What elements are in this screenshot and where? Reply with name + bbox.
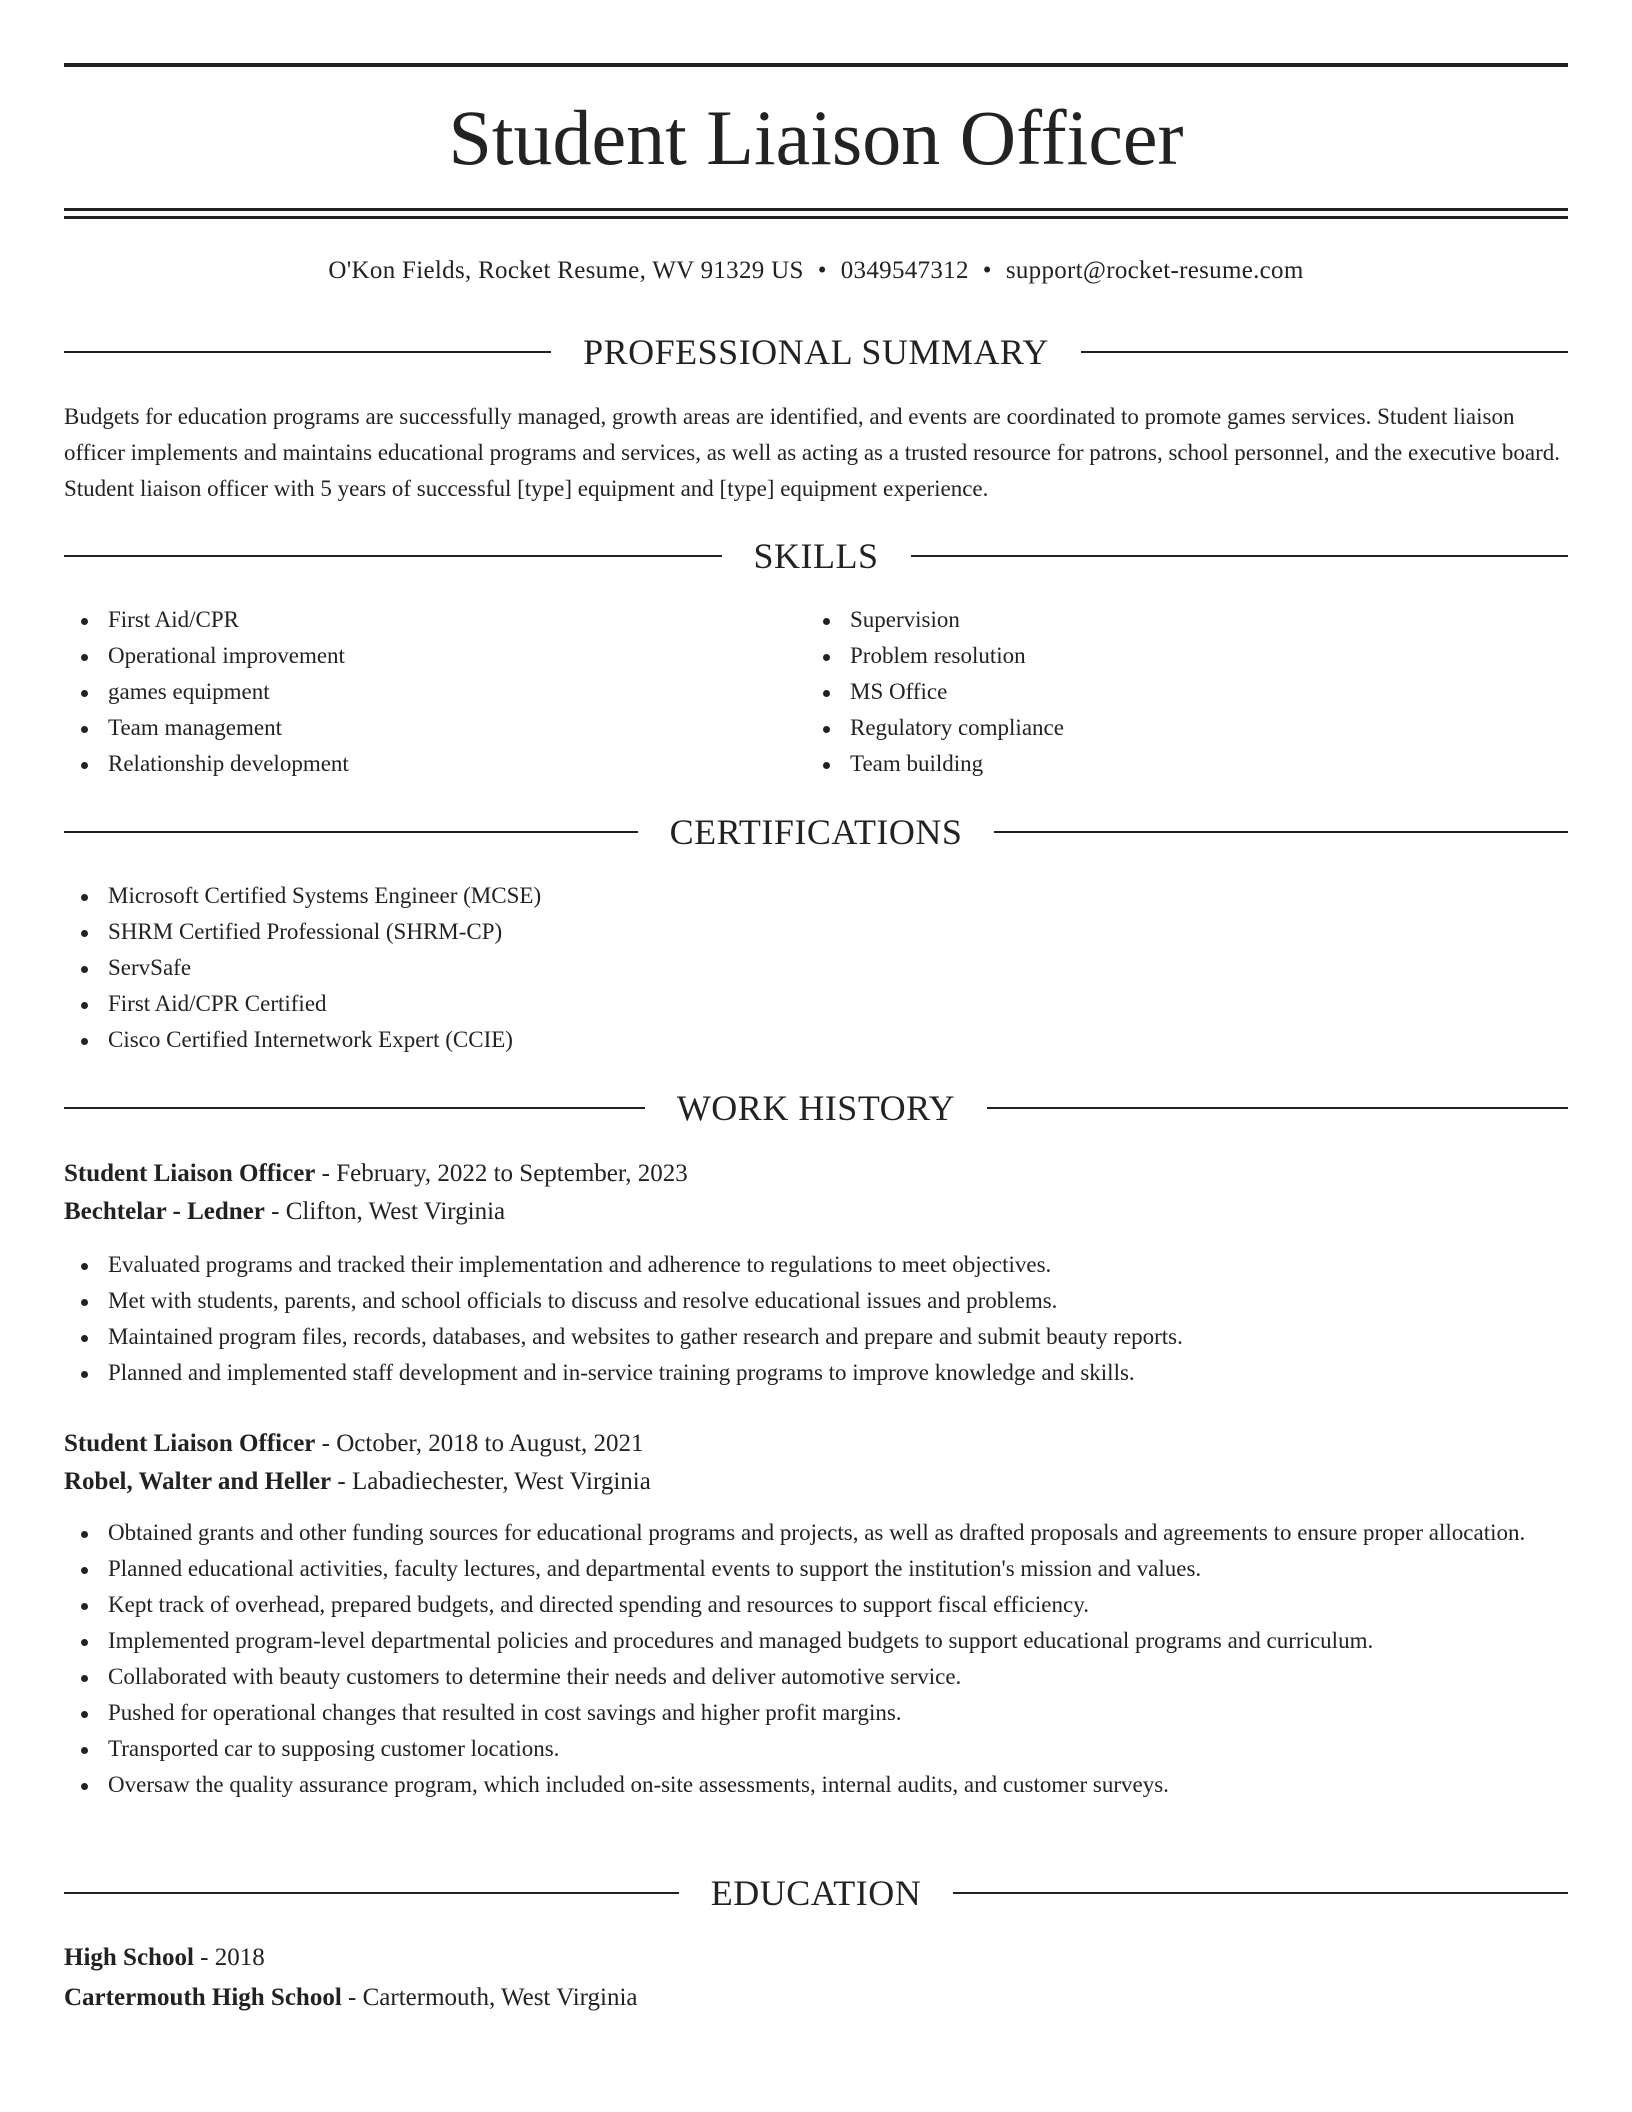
certification-item: Cisco Certified Internetwork Expert (CCIE) (64, 1022, 1568, 1058)
job-entry (64, 1155, 1568, 1391)
contact-phone: 0349547312 (840, 257, 969, 284)
job-bullet: Evaluated programs and tracked their implementation and adherence to regulations to meet objectives. (64, 1247, 1568, 1283)
job-bullet: Met with students, parents, and school officials to discuss and resolve educational issues and problems. (64, 1283, 1568, 1319)
education-degree: High School (64, 1944, 194, 1971)
section-heading-summary (64, 328, 1568, 376)
section-title: EDUCATION (710, 1873, 922, 1913)
skill-item: Regulatory compliance (806, 710, 1546, 746)
job-entry (64, 1425, 1568, 1803)
education-entry (64, 1938, 1568, 2018)
skill-item: Supervision (806, 602, 1546, 638)
contact-address: O'Kon Fields, Rocket Resume, WV 91329 US (328, 257, 804, 284)
job-bullet: Transported car to supposing customer locations. (64, 1731, 1568, 1767)
job-bullet: Implemented program-level departmental policies and procedures and managed budgets to support educational programs and curriculum. (64, 1623, 1568, 1659)
job-bullet: Obtained grants and other funding sources for educational programs and projects, as well as drafted proposals and agreements to ensure proper allocation. (64, 1515, 1568, 1551)
education-year: - 2018 (193, 1944, 265, 1971)
skill-item: First Aid/CPR (64, 602, 804, 638)
contact-email: support@rocket-resume.com (1005, 257, 1304, 284)
resume-title: Student Liaison Officer (448, 94, 1184, 181)
job-bullet: Planned and implemented staff development and in-service training programs to improve knowledge and skills. (64, 1355, 1568, 1391)
job-bullet: Collaborated with beauty customers to determine their needs and deliver automotive service. (64, 1659, 1568, 1695)
section-title: CERTIFICATIONS (669, 812, 963, 852)
section-title: SKILLS (753, 536, 879, 576)
job-bullet: Planned educational activities, faculty lectures, and departmental events to support the institution's mission and values. (64, 1551, 1568, 1587)
title-rule-lower (64, 216, 1568, 219)
job-bullet: Kept track of overhead, prepared budgets, and directed spending and resources to support fiscal efficiency. (64, 1587, 1568, 1623)
job-company: Bechtelar - Ledner (64, 1198, 265, 1225)
section-title: WORK HISTORY (676, 1088, 956, 1128)
job-location: - Clifton, West Virginia (264, 1198, 506, 1225)
heading-rule (911, 555, 1569, 557)
job-bullets (64, 1515, 1568, 1803)
skills-list-right (806, 602, 1546, 782)
heading-rule (994, 831, 1568, 833)
section-heading-skills (64, 532, 1568, 580)
heading-rule (64, 555, 722, 557)
skill-item: games equipment (64, 674, 804, 710)
job-dates: - October, 2018 to August, 2021 (315, 1430, 644, 1457)
job-company-line (64, 1463, 1568, 1501)
contact-separator: • (982, 257, 992, 284)
job-title-line (64, 1425, 1568, 1463)
skill-item: Operational improvement (64, 638, 804, 674)
skills-list-left (64, 602, 804, 782)
job-location: - Labadiechester, West Virginia (331, 1468, 651, 1495)
section-title: PROFESSIONAL SUMMARY (583, 332, 1049, 372)
skill-item: Relationship development (64, 746, 804, 782)
heading-rule (64, 351, 551, 353)
section-heading-education (64, 1869, 1568, 1917)
job-company: Robel, Walter and Heller (64, 1468, 332, 1495)
job-dates: - February, 2022 to September, 2023 (315, 1160, 688, 1187)
heading-rule (987, 1107, 1568, 1109)
heading-rule (64, 1892, 679, 1894)
education-location: - Cartermouth, West Virginia (341, 1984, 638, 2011)
contact-line (64, 253, 1568, 289)
heading-rule (64, 831, 638, 833)
skill-item: MS Office (806, 674, 1546, 710)
title-rule-upper (64, 208, 1568, 211)
job-bullets (64, 1247, 1568, 1391)
job-bullet: Pushed for operational changes that resulted in cost savings and higher profit margins. (64, 1695, 1568, 1731)
education-school: Cartermouth High School (64, 1984, 342, 2011)
summary-text: Budgets for education programs are successfully managed, growth areas are identified, and events are coordinated to promote games services. Student liaison officer implements and maintains educational programs and services, as well as acting as a trusted resource for patrons, school personnel, and the executive board. Student liaison officer with 5 years of successful [type] equipment and [type] equipment experience. (64, 404, 1560, 501)
job-title: Student Liaison Officer (64, 1160, 316, 1187)
skill-item: Team management (64, 710, 804, 746)
education-school-line (64, 1978, 1568, 2018)
skill-item: Problem resolution (806, 638, 1546, 674)
contact-separator: • (817, 257, 827, 284)
heading-rule (953, 1892, 1568, 1894)
job-bullet: Oversaw the quality assurance program, which included on-site assessments, internal audits, and customer surveys. (64, 1767, 1568, 1803)
job-title: Student Liaison Officer (64, 1430, 316, 1457)
section-heading-certifications (64, 808, 1568, 856)
education-degree-line (64, 1938, 1568, 1978)
certification-item: Microsoft Certified Systems Engineer (MCSE) (64, 878, 1568, 914)
job-title-line (64, 1155, 1568, 1193)
heading-rule (1081, 351, 1568, 353)
heading-rule (64, 1107, 645, 1109)
certification-item: ServSafe (64, 950, 1568, 986)
certification-item: SHRM Certified Professional (SHRM-CP) (64, 914, 1568, 950)
certification-item: First Aid/CPR Certified (64, 986, 1568, 1022)
top-rule (64, 63, 1568, 67)
skill-item: Team building (806, 746, 1546, 782)
job-bullet: Maintained program files, records, databases, and websites to gather research and prepare and submit beauty reports. (64, 1319, 1568, 1355)
certifications-list (64, 878, 1568, 1058)
section-heading-work-history (64, 1084, 1568, 1132)
job-company-line (64, 1193, 1568, 1231)
